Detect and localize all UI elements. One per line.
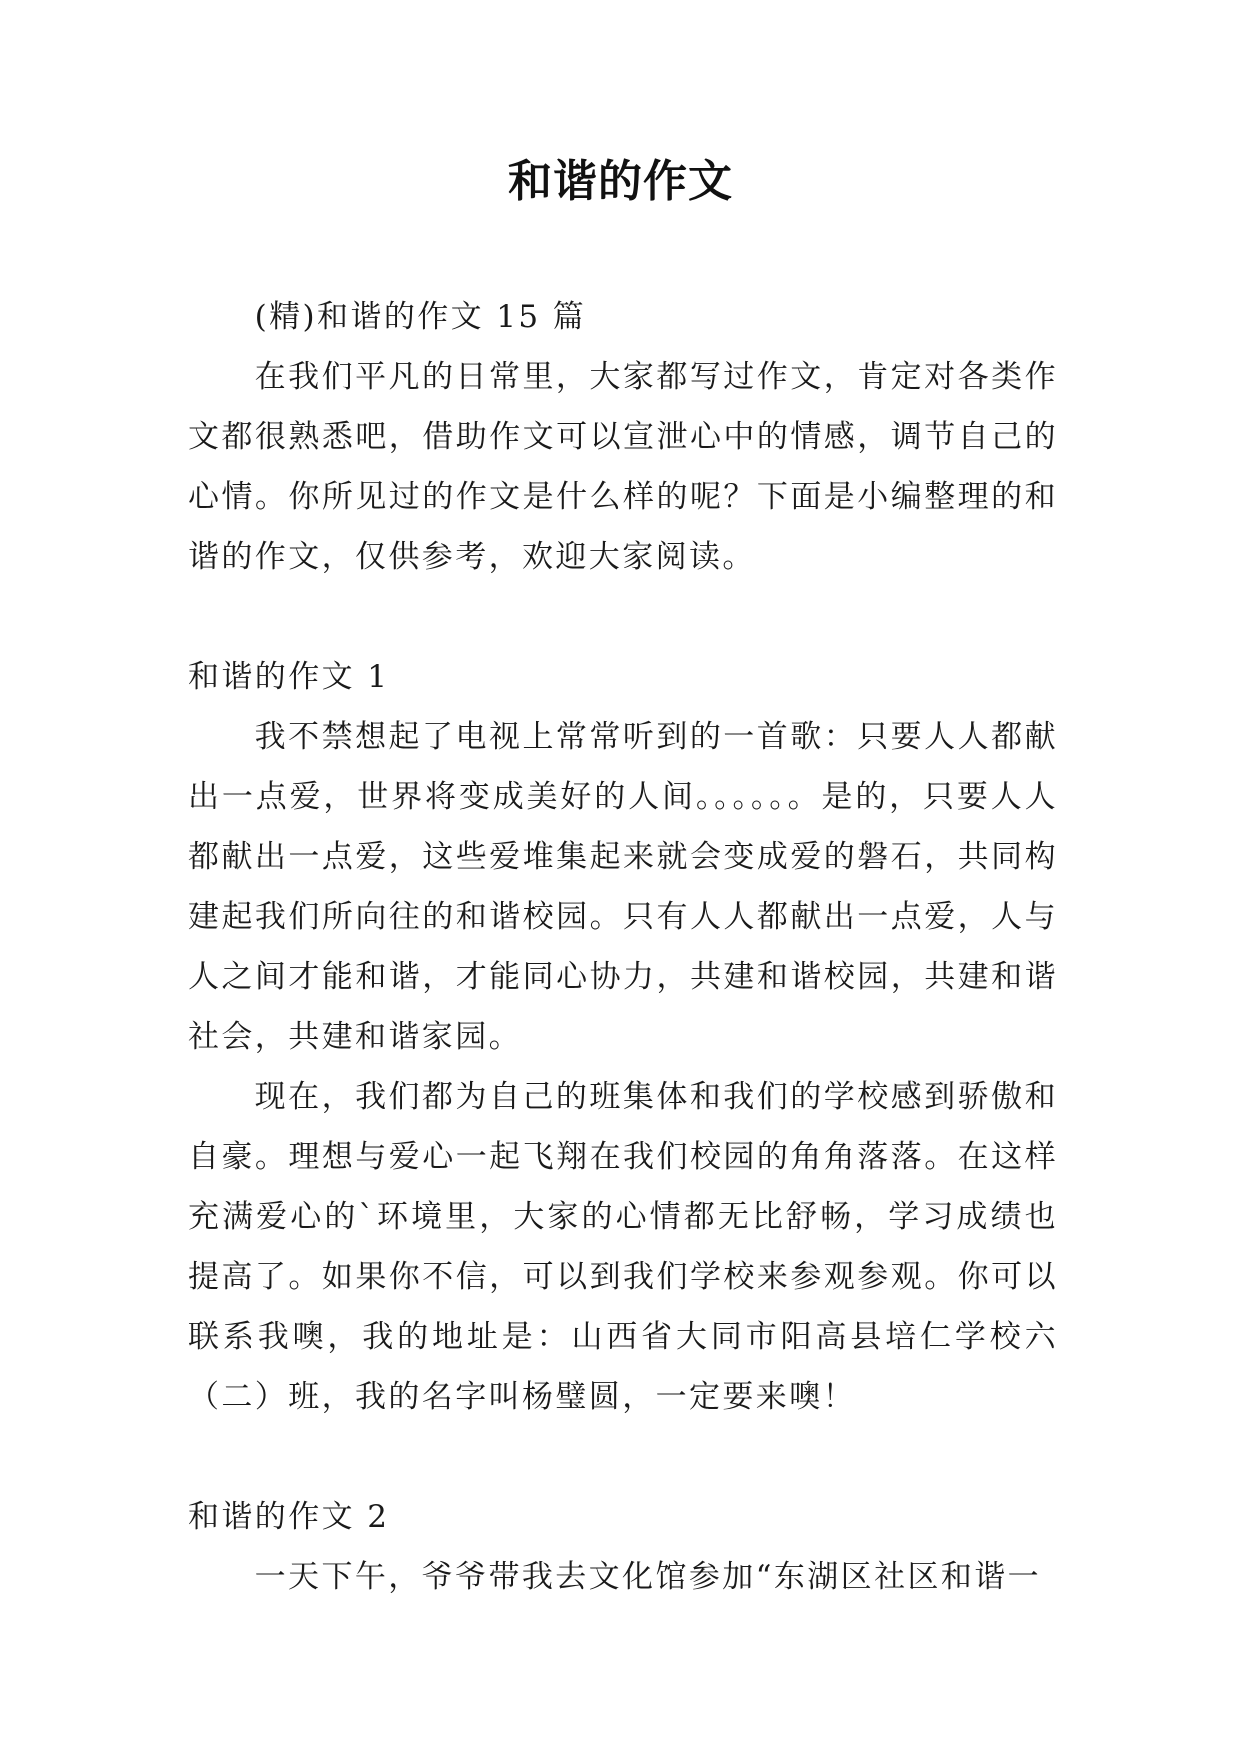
section-1-paragraph-2: 现在，我们都为自己的班集体和我们的学校感到骄傲和自豪。理想与爱心一起飞翔在我们校园的角角落落。在这样充满爱心的`环境里，大家的心情都无比舒畅，学习成绩也提高了。如果你不信，可以到我们学校来参观参观。你可以联系我噢，我的地址是：山西省大同市阳高县培仁学校六（二）班，我的名字叫杨璧圆，一定要来噢！ [188,1079,1058,1415]
document-title: 和谐的作文 [508,156,733,207]
section-2-paragraph-1: 一天下午，爷爷带我去文化馆参加“东湖区社区和谐一 [254,1559,1042,1595]
section-gap [188,587,1058,647]
section-gap [188,1427,1058,1487]
section-heading-1: 和谐的作文 1 [188,659,390,695]
document-body [188,287,1058,1607]
intro-paragraph: 在我们平凡的日常里，大家都写过作文，肯定对各类作文都很熟悉吧，借助作文可以宣泄心中的情感，调节自己的心情。你所见过的作文是什么样的呢？下面是小编整理的和谐的作文，仅供参考，欢迎大家阅读。 [188,359,1058,575]
section-1-paragraph-1: 我不禁想起了电视上常常听到的一首歌：只要人人都献出一点爱，世界将变成美好的人间。。。。。。是的，只要人人都献出一点爱，这些爱堆集起来就会变成爱的磐石，共同构建起我们所向往的和谐校园。只有人人都献出一点爱，人与人之间才能和谐，才能同心协力，共建和谐校园，共建和谐社会，共建和谐家园。 [188,719,1058,1055]
section-heading-2: 和谐的作文 2 [188,1499,390,1535]
document-subtitle: (精)和谐的作文 15 篇 [254,299,587,335]
